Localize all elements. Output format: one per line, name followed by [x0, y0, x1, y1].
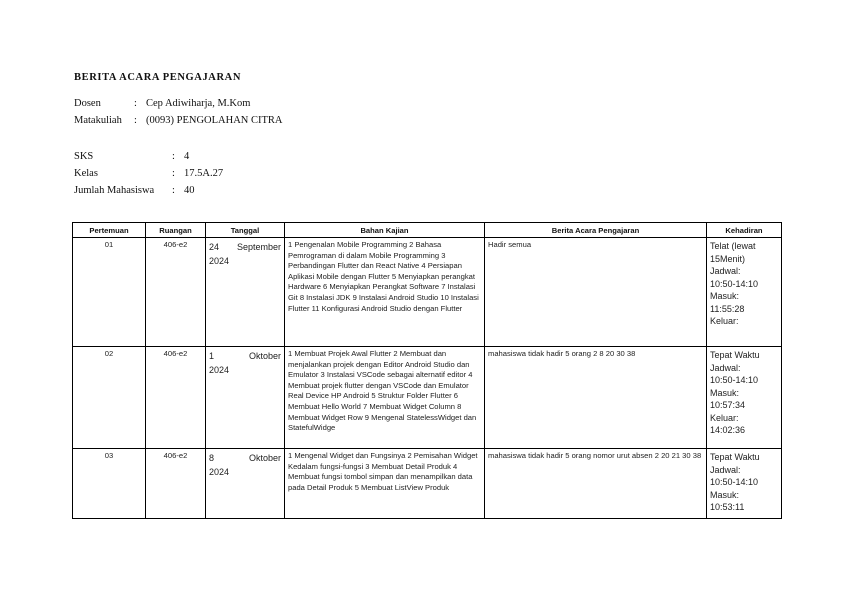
kehadiran-line: Tepat Waktu — [710, 350, 760, 360]
tanggal-day: 1 — [209, 351, 215, 361]
header-berita-acara: Berita Acara Pengajaran — [485, 223, 707, 238]
header-kehadiran: Kehadiran — [707, 223, 782, 238]
jumlah-label: Jumlah Mahasiswa — [74, 185, 155, 196]
sks-value: 4 — [184, 151, 190, 162]
matakuliah-colon: : — [134, 115, 137, 126]
kehadiran-line: 14:02:36 — [710, 425, 746, 435]
kehadiran-line: Jadwal: — [710, 362, 741, 373]
kehadiran-line: Keluar: — [710, 412, 739, 423]
kehadiran-line: 10:50-14:10 — [710, 477, 759, 487]
kelas-colon: : — [172, 168, 175, 179]
kehadiran-line: 15Menit) — [710, 253, 746, 264]
cell-ruangan: 406-e2 — [146, 238, 206, 347]
tanggal-month: Oktober — [248, 351, 281, 361]
table-row — [73, 238, 782, 347]
info-sks — [74, 151, 189, 162]
cell-bahan-kajian: 1 Mengenal Widget dan Fungsinya 2 Pemisahan Widget Kedalam fungsi-fungsi 3 Membuat Detail Produk 4 Membuat fungsi tombol simpan dan menampilkan data pada Detail Produk 5 Membuat ListView Produk — [285, 449, 485, 519]
info-jumlah — [74, 185, 195, 196]
cell-kehadiran — [707, 347, 782, 449]
matakuliah-value: (0093) PENGOLAHAN CITRA — [146, 115, 283, 126]
kehadiran-line: Telat (lewat — [710, 241, 756, 251]
info-kelas — [74, 168, 223, 179]
table-row — [73, 347, 782, 449]
tanggal-month: September — [236, 242, 281, 252]
cell-pertemuan: 02 — [73, 347, 146, 449]
header-bahan-kajian: Bahan Kajian — [285, 223, 485, 238]
kehadiran-line: 10:50-14:10 — [710, 375, 759, 385]
cell-tanggal — [206, 347, 285, 449]
matakuliah-label: Matakuliah — [74, 115, 122, 126]
tanggal-month: Oktober — [248, 453, 281, 463]
jumlah-colon: : — [172, 185, 175, 196]
cell-ruangan: 406-e2 — [146, 449, 206, 519]
kehadiran-line: Jadwal: — [710, 266, 741, 276]
info-matakuliah — [74, 115, 283, 126]
kelas-label: Kelas — [74, 168, 98, 179]
cell-berita-acara: mahasiswa tidak hadir 5 orang 2 8 20 30 38 — [485, 347, 707, 449]
tanggal-day: 8 — [209, 453, 215, 463]
tanggal-year: 2024 — [209, 467, 230, 477]
cell-bahan-kajian: 1 Membuat Projek Awal Flutter 2 Membuat dan menjalankan projek dengan Editor Android Studio dan Emulator 3 Instalasi VSCode sebagai alternatif editor 4 Membuat projek flutter dengan VSCode dan Emulator Real Device HP Android 5 Struktur Folder Flutter 6 Membuat Hello World 7 Membuat Widget Column 8 Membuat Widget Row 9 Mengenal StatelessWidget dan StatefulWidge — [285, 347, 485, 449]
table-row — [73, 449, 782, 519]
cell-kehadiran — [707, 449, 782, 519]
attendance-table — [72, 222, 782, 519]
cell-pertemuan: 03 — [73, 449, 146, 519]
header-pertemuan: Pertemuan — [73, 223, 146, 238]
tanggal-year: 2024 — [209, 365, 230, 375]
tanggal-day: 24 — [209, 242, 220, 252]
tanggal-year: 2024 — [209, 256, 230, 266]
cell-berita-acara: mahasiswa tidak hadir 5 orang nomor urut absen 2 20 21 30 38 — [485, 449, 707, 519]
kehadiran-line: Keluar: — [710, 316, 739, 326]
cell-bahan-kajian: 1 Pengenalan Mobile Programming 2 Bahasa Pemrograman di dalam Mobile Programming 3 Perbandingan Flutter dan React Native 4 Persiapan Aplikasi Mobile dengan Flutter 5 Menyiapkan perangkat Hardware 6 Menyiapkan Perangkat Software 7 Instalasi Git 8 Instalasi JDK 9 Instalasi Android Studio 10 Instalasi Flutter 11 Konfigurasi Android Studio dengan Flutter — [285, 238, 485, 347]
header-ruangan: Ruangan — [146, 223, 206, 238]
kelas-value: 17.5A.27 — [184, 168, 224, 179]
dosen-value: Cep Adiwiharja, M.Kom — [146, 98, 251, 109]
cell-pertemuan: 01 — [73, 238, 146, 347]
document-title: BERITA ACARA PENGAJARAN — [74, 72, 242, 83]
kehadiran-line: 10:50-14:10 — [710, 278, 759, 289]
sks-label: SKS — [74, 151, 94, 162]
cell-kehadiran — [707, 238, 782, 347]
kehadiran-line: Masuk: — [710, 489, 740, 500]
jumlah-value: 40 — [184, 185, 195, 196]
cell-berita-acara: Hadir semua — [485, 238, 707, 347]
kehadiran-line: Masuk: — [710, 291, 740, 301]
info-dosen — [74, 98, 250, 109]
cell-tanggal — [206, 449, 285, 519]
dosen-colon: : — [134, 98, 137, 109]
dosen-label: Dosen — [74, 98, 101, 109]
kehadiran-line: 11:55:28 — [710, 303, 745, 314]
table-header-row — [73, 223, 782, 238]
kehadiran-line: Tepat Waktu — [710, 452, 760, 462]
kehadiran-line: Masuk: — [710, 387, 740, 398]
sks-colon: : — [172, 151, 175, 162]
kehadiran-line: 10:53:11 — [710, 502, 745, 512]
kehadiran-line: Jadwal: — [710, 464, 741, 475]
header-tanggal: Tanggal — [206, 223, 285, 238]
cell-ruangan: 406-e2 — [146, 347, 206, 449]
kehadiran-line: 10:57:34 — [710, 400, 746, 410]
cell-tanggal — [206, 238, 285, 347]
